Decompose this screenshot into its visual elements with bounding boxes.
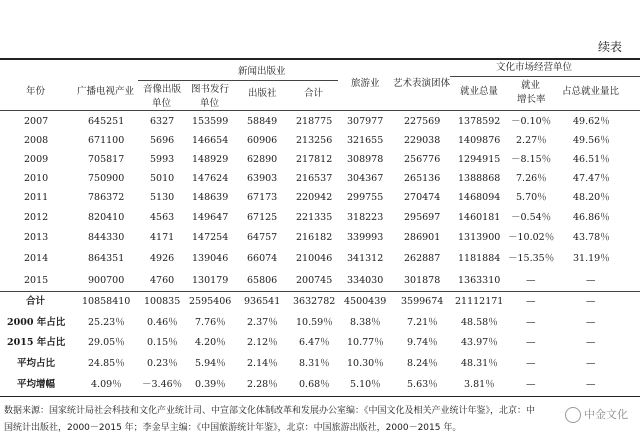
footnote-line-2: 国统计出版社，2000－2015 年；李金早主编：《中国旅游统计年鉴》，北京：中国旅游出版社，2000－2015 年。 (4, 423, 462, 433)
header-growth: 就业 (521, 80, 541, 91)
table-cell-tourism: 339993 (347, 232, 384, 243)
market-group-underline (450, 76, 640, 77)
table-cell-arts: 227569 (404, 116, 441, 127)
table-cell-book: 0.39％ (195, 379, 226, 390)
table-cell-tourism: 10.30％ (347, 358, 384, 369)
table-cell-growth: －10.02％ (508, 232, 555, 243)
table-cell-share: 46.86％ (573, 212, 610, 223)
table-cell-growth: －8.15％ (511, 154, 552, 165)
table-cell-growth: — (526, 296, 536, 307)
header-publisher: 出版社 (248, 88, 277, 99)
table-cell-audiovisual: 0.15％ (147, 337, 178, 348)
table-cell-arts: 301878 (404, 275, 441, 286)
table-cell-growth: －0.10％ (511, 116, 552, 127)
table-cell-growth: — (526, 358, 536, 369)
table-cell-arts: 270474 (404, 192, 441, 203)
table-cell-book: 153599 (192, 116, 229, 127)
table-cell-audiovisual: 4926 (150, 253, 175, 264)
table-cell-growth: －0.54％ (511, 212, 552, 223)
table-cell-share: — (586, 379, 596, 390)
bottom-rule (0, 396, 640, 397)
table-cell-emp-total: 1181884 (458, 253, 501, 264)
table-cell-subtotal: 8.31％ (299, 358, 330, 369)
table-cell-audiovisual: 100835 (144, 296, 181, 307)
table-cell-arts: 262887 (404, 253, 441, 264)
table-cell-radio-tv: 29.05％ (88, 337, 125, 348)
row-label: 平均增幅 (17, 379, 56, 390)
table-cell-share: 31.19％ (573, 253, 610, 264)
table-cell-emp-total: 43.97％ (461, 337, 498, 348)
table-cell-publisher: 65806 (247, 275, 278, 286)
totals-rule (0, 291, 640, 292)
row-label: 2008 (24, 135, 49, 146)
table-cell-subtotal: 6.47％ (299, 337, 330, 348)
table-cell-tourism: 10.77％ (347, 337, 384, 348)
table-cell-book: 7.76％ (195, 317, 226, 328)
table-cell-radio-tv: 645251 (88, 116, 125, 127)
header-radio-tv: 广播电视产业 (77, 86, 135, 97)
table-cell-emp-total: 21112171 (455, 296, 504, 307)
table-cell-publisher: 936541 (244, 296, 281, 307)
table-cell-publisher: 60906 (247, 135, 278, 146)
table-cell-emp-total: 48.31％ (461, 358, 498, 369)
header-book: 图书发行 (191, 84, 230, 95)
table-cell-radio-tv: 750900 (88, 173, 125, 184)
header-growth-rate: 增长率 (517, 94, 546, 105)
table-cell-subtotal: 216537 (296, 173, 333, 184)
table-cell-share: — (586, 337, 596, 348)
table-cell-subtotal: 217812 (296, 154, 333, 165)
table-cell-growth: 7.26％ (516, 173, 547, 184)
header-employment-total: 就业总量 (460, 86, 499, 97)
table-cell-tourism: 307977 (347, 116, 384, 127)
table-cell-book: 146654 (192, 135, 229, 146)
table-cell-emp-total: 1460181 (458, 212, 501, 223)
table-cell-book: 149647 (192, 212, 229, 223)
table-cell-publisher: 67173 (247, 192, 278, 203)
table-cell-book: 4.20％ (195, 337, 226, 348)
row-label: 平均占比 (17, 358, 56, 369)
table-cell-audiovisual: 0.46％ (147, 317, 178, 328)
table-cell-tourism: 318223 (347, 212, 384, 223)
table-cell-share: — (586, 358, 596, 369)
table-cell-audiovisual: 6327 (150, 116, 175, 127)
table-cell-radio-tv: 864351 (88, 253, 125, 264)
table-cell-audiovisual: 5696 (150, 135, 175, 146)
table-cell-subtotal: 200745 (296, 275, 333, 286)
table-cell-book: 147624 (192, 173, 229, 184)
table-cell-emp-total: 1378592 (458, 116, 501, 127)
table-cell-subtotal: 218775 (296, 116, 333, 127)
table-cell-book: 148929 (192, 154, 229, 165)
table-cell-arts: 286901 (404, 232, 441, 243)
wechat-logo-icon (565, 407, 581, 423)
table-cell-share: — (586, 317, 596, 328)
table-cell-emp-total: 3.81％ (464, 379, 495, 390)
table-cell-publisher: 64757 (247, 232, 278, 243)
table-cell-audiovisual: 4563 (150, 212, 175, 223)
table-cell-growth: — (526, 275, 536, 286)
table-cell-book: 130179 (192, 275, 229, 286)
table-cell-subtotal: 216182 (296, 232, 333, 243)
row-label: 2011 (24, 192, 49, 203)
row-label: 2013 (24, 232, 49, 243)
table-cell-radio-tv: 25.23％ (88, 317, 125, 328)
continued-label: 续表 (597, 40, 622, 54)
table-cell-tourism: 5.10％ (350, 379, 381, 390)
row-label: 2015 年占比 (7, 337, 66, 348)
table-cell-publisher: 2.37％ (247, 317, 278, 328)
table-cell-book: 2595406 (189, 296, 232, 307)
table-cell-growth: 5.70％ (516, 192, 547, 203)
table-cell-arts: 3599674 (401, 296, 444, 307)
table-cell-radio-tv: 671100 (88, 135, 125, 146)
header-subtotal: 合计 (304, 88, 324, 99)
table-cell-subtotal: 10.59％ (296, 317, 333, 328)
table-cell-tourism: 321655 (347, 135, 384, 146)
table-cell-publisher: 58849 (247, 116, 278, 127)
table-cell-subtotal: 0.68％ (299, 379, 330, 390)
table-cell-book: 5.94％ (195, 358, 226, 369)
table-cell-arts: 256776 (404, 154, 441, 165)
table-cell-emp-total: 1409876 (458, 135, 501, 146)
table-cell-radio-tv: 24.85％ (88, 358, 125, 369)
table-cell-tourism: 304367 (347, 173, 384, 184)
table-cell-radio-tv: 844330 (88, 232, 125, 243)
top-rule (0, 58, 640, 60)
table-cell-subtotal: 221335 (296, 212, 333, 223)
watermark (565, 406, 628, 423)
table-cell-audiovisual: 0.23％ (147, 358, 178, 369)
table-cell-arts: 229038 (404, 135, 441, 146)
table-cell-tourism: 299755 (347, 192, 384, 203)
table-cell-tourism: 334030 (347, 275, 384, 286)
table-cell-publisher: 2.14％ (247, 358, 278, 369)
table-cell-tourism: 341312 (347, 253, 384, 264)
table-cell-publisher: 63903 (247, 173, 278, 184)
table-cell-audiovisual: －3.46％ (142, 379, 183, 390)
table-cell-share: 46.51％ (573, 154, 610, 165)
press-group-underline (138, 80, 338, 81)
table-cell-emp-total: 1363310 (458, 275, 501, 286)
table-cell-share: 43.78％ (573, 232, 610, 243)
table-cell-emp-total: 1388868 (458, 173, 501, 184)
table-cell-audiovisual: 4760 (150, 275, 175, 286)
table-cell-tourism: 4500439 (344, 296, 387, 307)
table-cell-arts: 9.74％ (407, 337, 438, 348)
header-market-group: 文化市场经营单位 (496, 62, 573, 73)
table-cell-publisher: 67125 (247, 212, 278, 223)
row-label: 2015 (24, 275, 49, 286)
row-label: 2007 (24, 116, 49, 127)
table-cell-growth: －15.35％ (508, 253, 555, 264)
table-cell-radio-tv: 900700 (88, 275, 125, 286)
row-label: 2012 (24, 212, 49, 223)
table-cell-tourism: 308978 (347, 154, 384, 165)
table-cell-emp-total: 48.58％ (461, 317, 498, 328)
table-cell-audiovisual: 5010 (150, 173, 175, 184)
row-label: 2000 年占比 (7, 317, 66, 328)
header-audiovisual-unit: 单位 (152, 98, 172, 109)
header-year: 年份 (26, 86, 46, 97)
table-cell-publisher: 2.28％ (247, 379, 278, 390)
table-cell-growth: — (526, 379, 536, 390)
table-cell-arts: 295697 (404, 212, 441, 223)
table-cell-subtotal: 3632782 (293, 296, 336, 307)
table-cell-subtotal: 210046 (296, 253, 333, 264)
header-book-unit: 单位 (200, 98, 220, 109)
table-cell-publisher: 66074 (247, 253, 278, 264)
table-cell-growth: 2.27％ (516, 135, 547, 146)
table-cell-arts: 265136 (404, 173, 441, 184)
header-audiovisual: 音像出版 (143, 84, 182, 95)
table-cell-radio-tv: 820410 (88, 212, 125, 223)
table-cell-share: — (586, 296, 596, 307)
table-cell-emp-total: 1468094 (458, 192, 501, 203)
table-cell-radio-tv: 786372 (88, 192, 125, 203)
row-label: 2014 (24, 253, 49, 264)
table-cell-growth: — (526, 317, 536, 328)
table-cell-radio-tv: 705817 (88, 154, 125, 165)
table-cell-radio-tv: 4.09％ (91, 379, 122, 390)
table-cell-share: 48.20％ (573, 192, 610, 203)
table-cell-arts: 8.24％ (407, 358, 438, 369)
table-cell-publisher: 2.12％ (247, 337, 278, 348)
table-cell-publisher: 62890 (247, 154, 278, 165)
table-cell-emp-total: 1313900 (458, 232, 501, 243)
table-cell-emp-total: 1294915 (458, 154, 501, 165)
watermark-text: 中金文化 (584, 408, 628, 421)
table-cell-share: 49.56％ (573, 135, 610, 146)
table-cell-book: 147254 (192, 232, 229, 243)
table-cell-book: 139046 (192, 253, 229, 264)
header-share: 占总就业量比 (562, 86, 620, 97)
header-tourism: 旅游业 (351, 78, 380, 89)
row-label: 合计 (26, 296, 46, 307)
footnote-line-1: 数据来源：国家统计局社会科技和文化产业统计司、中宣部文化体制改革和发展办公室编：《中国文化及相关产业统计年鉴》，北京：中 (4, 406, 536, 416)
table-cell-arts: 5.63％ (407, 379, 438, 390)
table-cell-audiovisual: 5993 (150, 154, 175, 165)
table-cell-audiovisual: 4171 (150, 232, 175, 243)
table-cell-book: 148639 (192, 192, 229, 203)
table-cell-tourism: 8.38％ (350, 317, 381, 328)
table-cell-audiovisual: 5130 (150, 192, 175, 203)
table-cell-share: 49.62％ (573, 116, 610, 127)
table-cell-share: — (586, 275, 596, 286)
table-cell-subtotal: 220942 (296, 192, 333, 203)
table-cell-arts: 7.21％ (407, 317, 438, 328)
row-label: 2010 (24, 173, 49, 184)
row-label: 2009 (24, 154, 49, 165)
table-cell-share: 47.47％ (573, 173, 610, 184)
header-arts: 艺术表演团体 (393, 78, 451, 89)
header-press-group: 新闻出版业 (238, 66, 286, 77)
table-cell-radio-tv: 10858410 (82, 296, 131, 307)
header-bottom-rule (0, 110, 640, 111)
table-cell-subtotal: 213256 (296, 135, 333, 146)
table-cell-growth: — (526, 337, 536, 348)
